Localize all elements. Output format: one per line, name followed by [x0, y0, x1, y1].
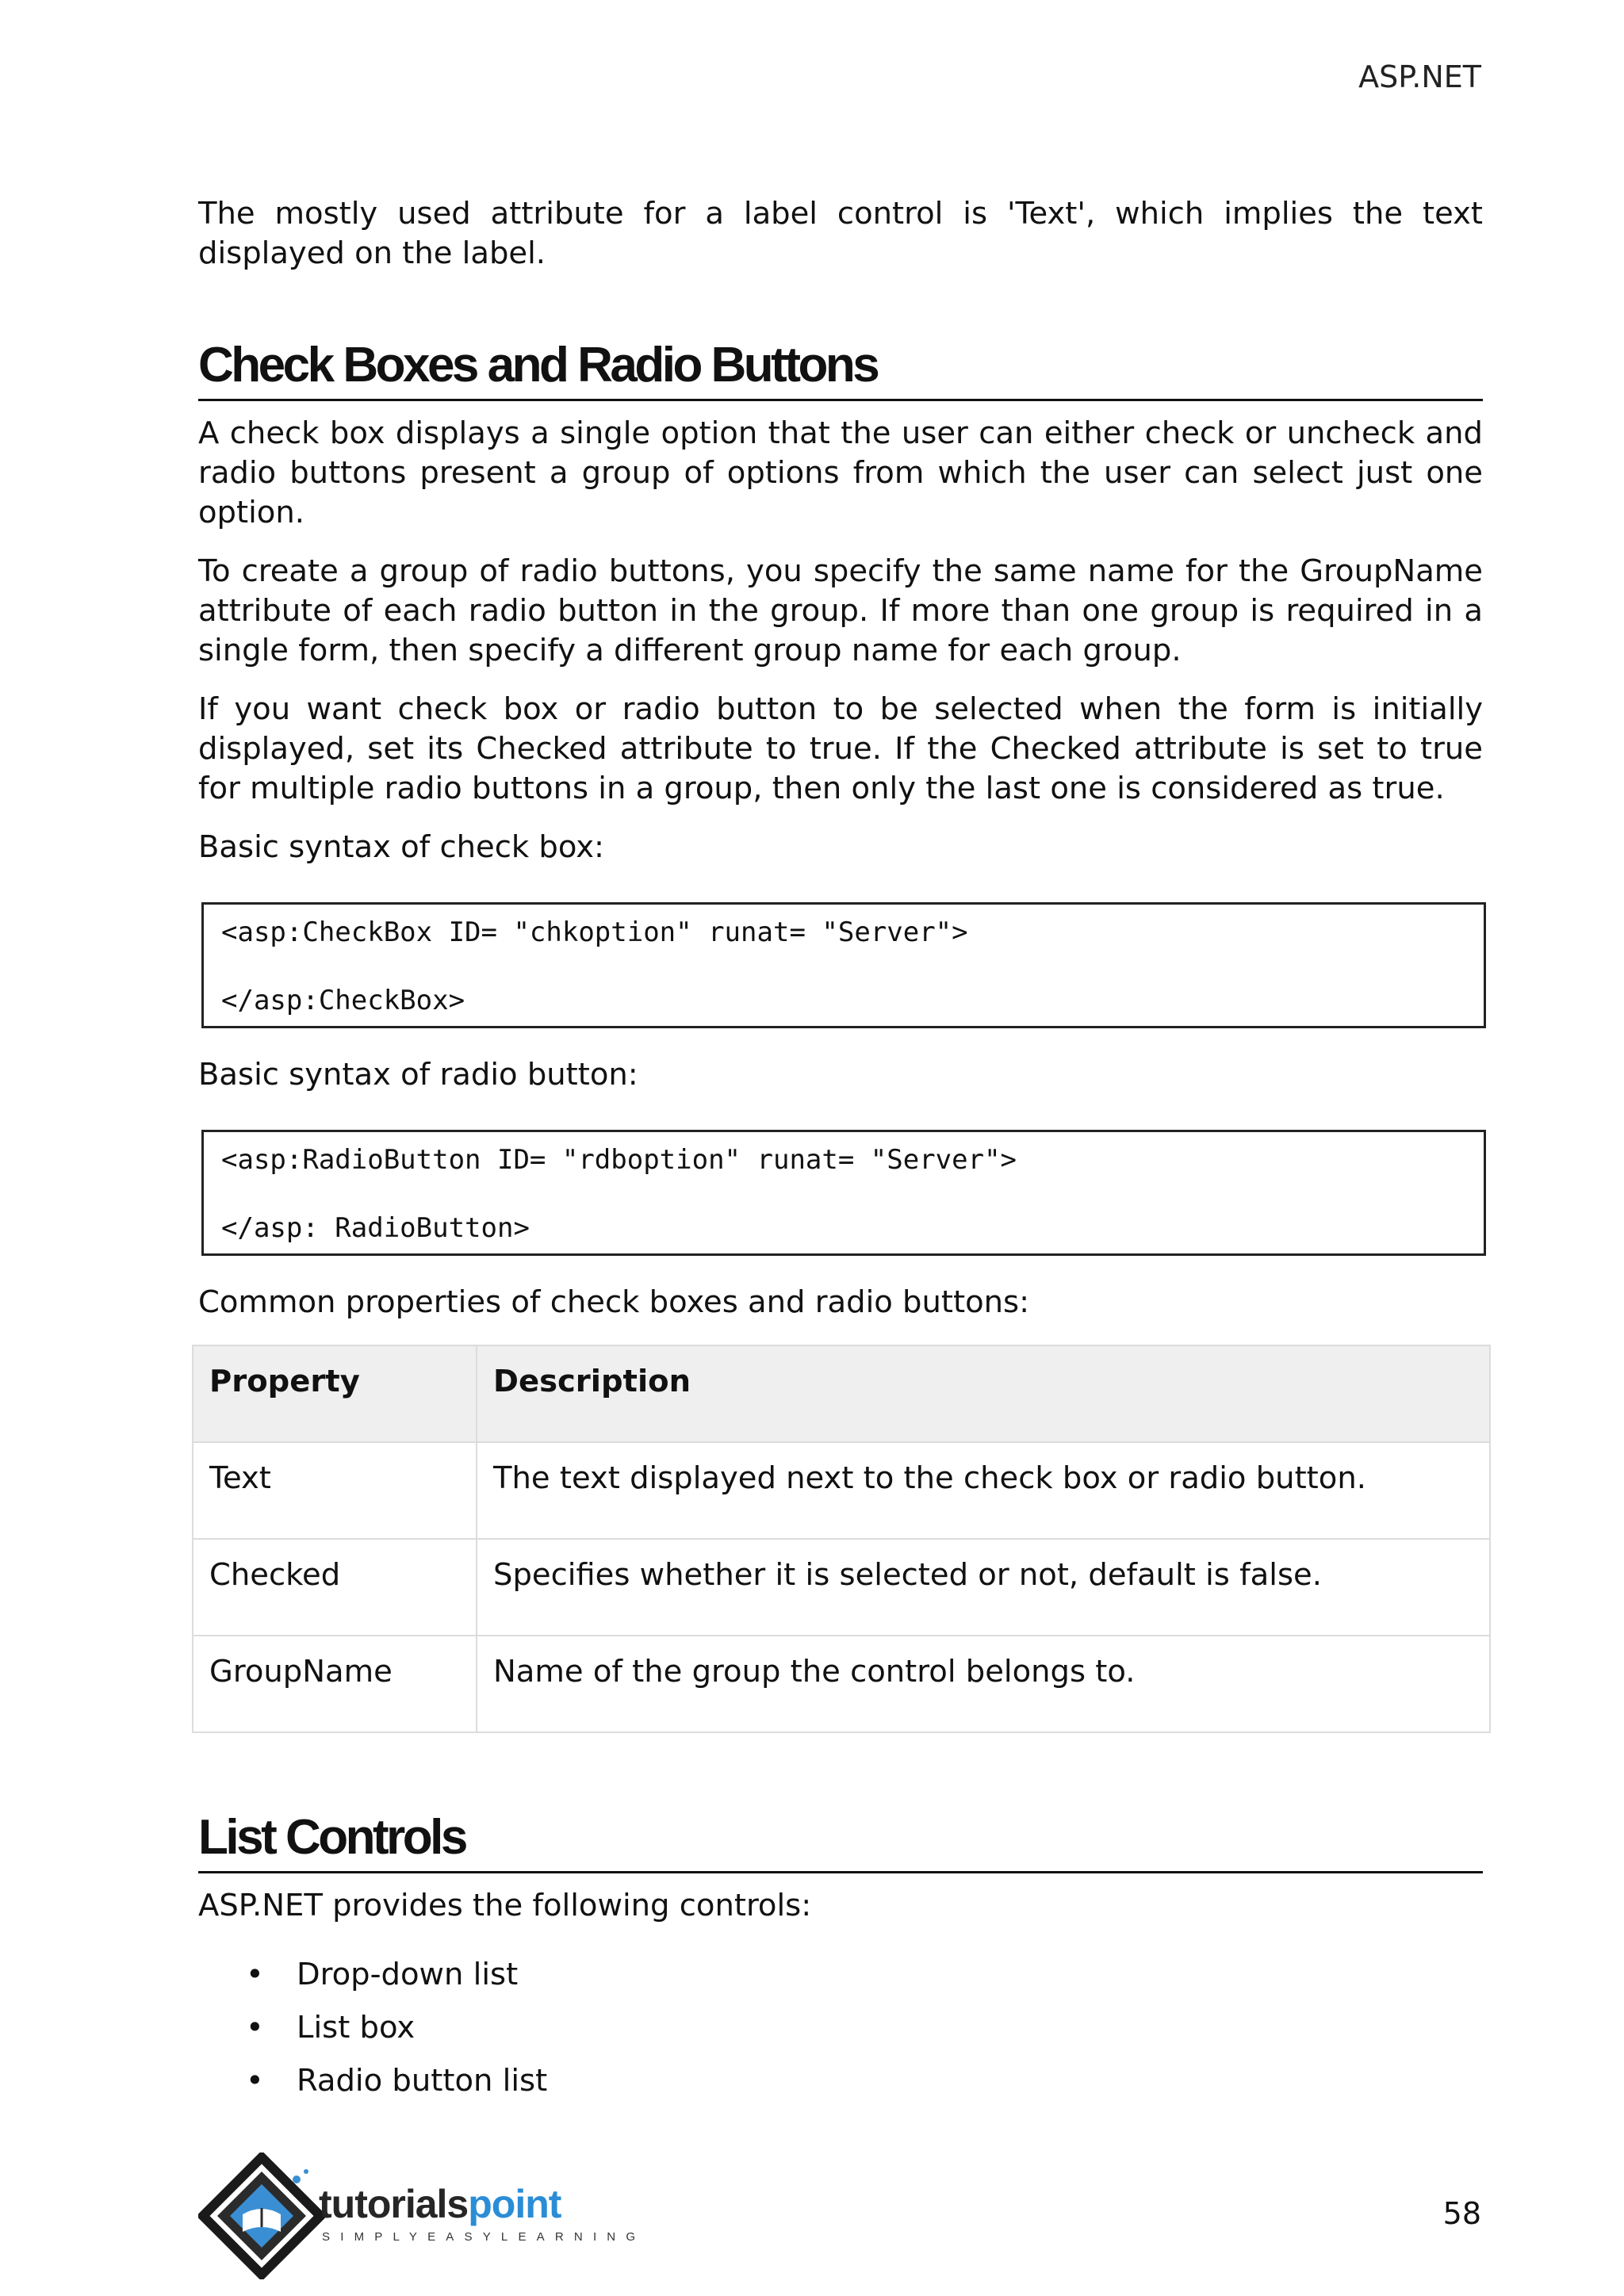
- code-line: <asp:CheckBox ID= "chkoption" runat= "Server">: [221, 916, 968, 948]
- list-item: • Radio button list: [297, 2054, 1483, 2107]
- tutorialspoint-logo: [198, 2152, 646, 2279]
- table-cell: Checked: [193, 1539, 477, 1636]
- logo-diamond-icon: [198, 2152, 325, 2279]
- table-intro: Common properties of check boxes and radio buttons:: [198, 1284, 1030, 1320]
- radio-code-block: [201, 1130, 1486, 1256]
- logo-wordmark: [319, 2181, 561, 2227]
- page-content: [198, 194, 1483, 2107]
- table-cell: GroupName: [193, 1636, 477, 1732]
- table-cell: The text displayed next to the check box or radio button.: [477, 1442, 1490, 1539]
- check-paragraph-2: To create a group of radio buttons, you specify the same name for the GroupName attribute of each radio button in the group. If more than one group is required in a single form, then specify a different group name for each group.: [198, 553, 1483, 668]
- list-item: • List box: [297, 2001, 1483, 2054]
- logo-word-point: point: [468, 2182, 561, 2226]
- list-item: • Drop-down list: [297, 1948, 1483, 2001]
- properties-table: [192, 1345, 1491, 1733]
- table-row: [193, 1539, 1490, 1636]
- table-row: [193, 1636, 1490, 1732]
- code-line: <asp:RadioButton ID= "rdboption" runat= "Server">: [221, 1144, 1017, 1176]
- table-row: [193, 1442, 1490, 1539]
- list-intro: ASP.NET provides the following controls:: [198, 1888, 812, 1923]
- table-cell: Name of the group the control belongs to.: [477, 1636, 1490, 1732]
- page-header-title: ASP.NET: [1358, 59, 1481, 94]
- logo-tagline: SIMPLYEASYLEARNING: [322, 2230, 646, 2244]
- table-header-cell: Property: [193, 1345, 477, 1442]
- logo-word-tutorials: tutorials: [319, 2182, 469, 2226]
- controls-list: [198, 1948, 1483, 2107]
- radio-syntax-label: Basic syntax of radio button:: [198, 1057, 638, 1093]
- checkbox-code-block: [201, 902, 1486, 1028]
- intro-paragraph: The mostly used attribute for a label control is 'Text', which implies the text displayed on the label.: [198, 196, 1483, 271]
- table-cell: Text: [193, 1442, 477, 1539]
- code-line: </asp: RadioButton>: [221, 1212, 530, 1244]
- table-header-row: [193, 1345, 1490, 1442]
- section-heading-check-boxes: Check Boxes and Radio Buttons: [198, 337, 1483, 401]
- table-cell: Specifies whether it is selected or not, default is false.: [477, 1539, 1490, 1636]
- checkbox-syntax-label: Basic syntax of check box:: [198, 829, 604, 865]
- section-heading-list-controls: List Controls: [198, 1809, 1483, 1873]
- table-header-cell: Description: [477, 1345, 1490, 1442]
- code-line: </asp:CheckBox>: [221, 985, 465, 1016]
- page-number: 58: [1442, 2196, 1481, 2231]
- check-paragraph-3: If you want check box or radio button to be selected when the form is initially displayed, set its Checked attribute to true. If the Checked attribute is set to true for multiple radio buttons in a group, then only the last one is considered as true.: [198, 691, 1483, 806]
- check-paragraph-1: A check box displays a single option that the user can either check or uncheck and radio buttons present a group of options from which the user can select just one option.: [198, 415, 1483, 530]
